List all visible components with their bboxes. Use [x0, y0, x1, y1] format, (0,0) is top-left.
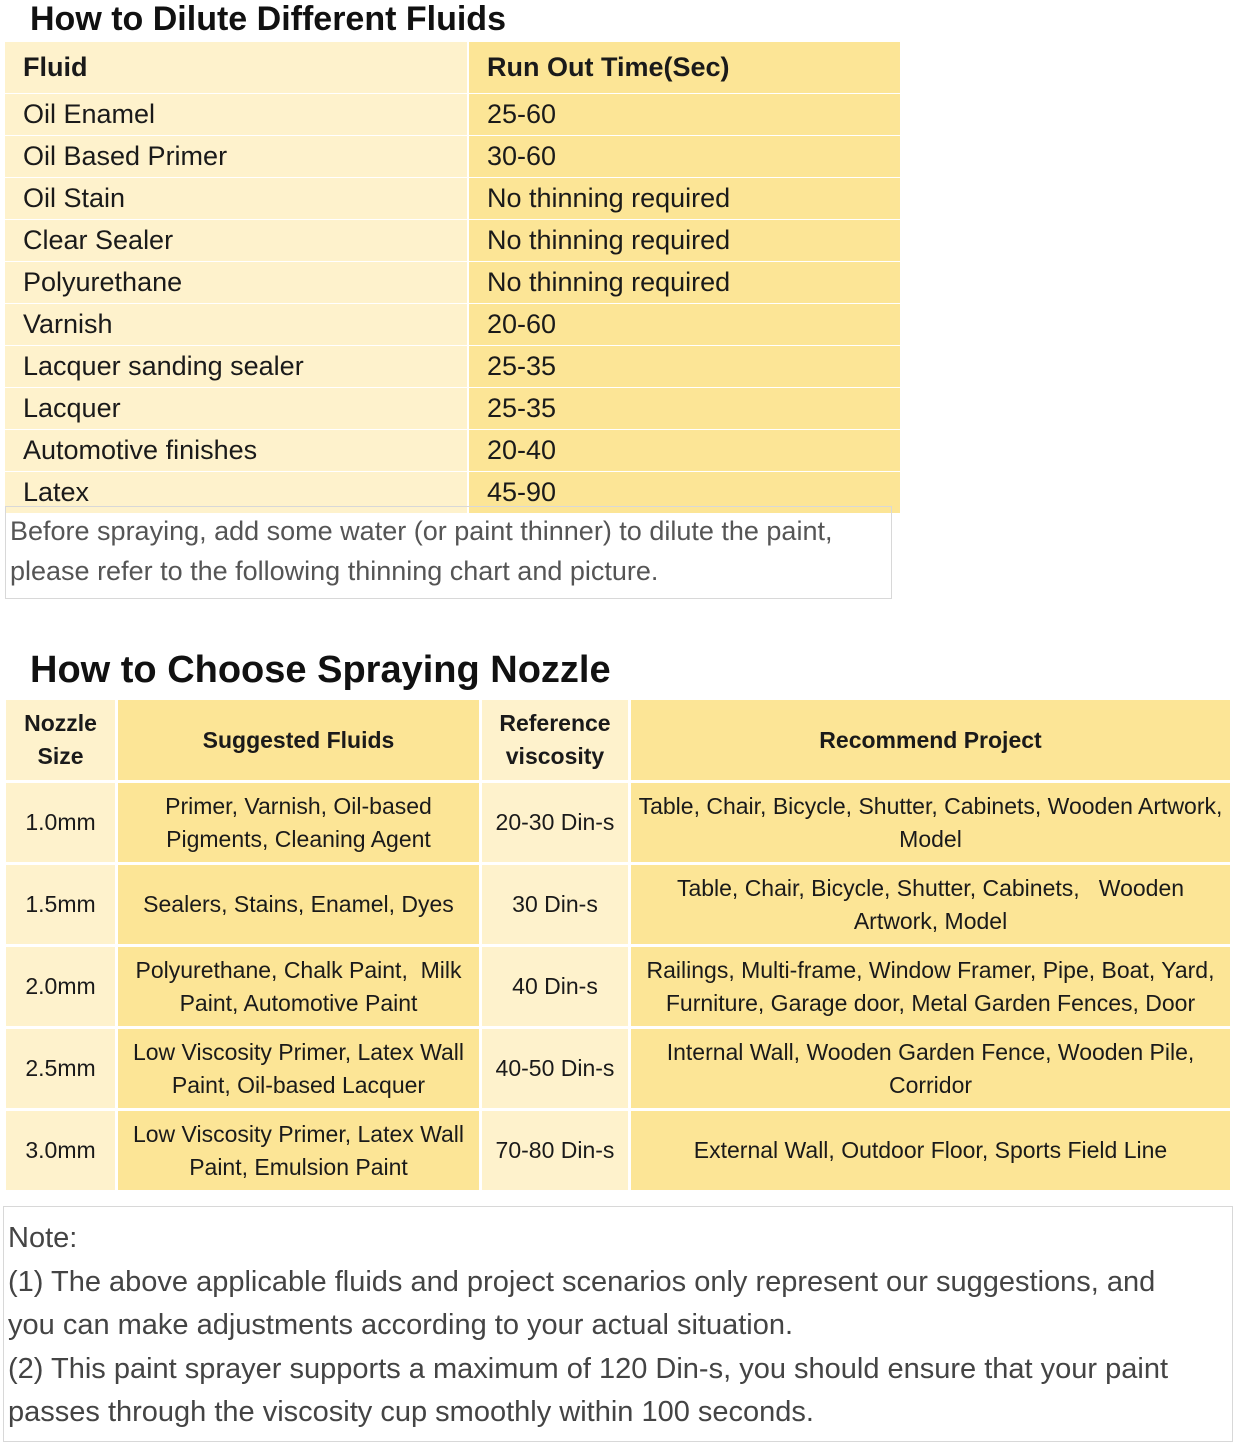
header-line: viscosity — [505, 743, 605, 769]
fluid-cell: Clear Sealer — [5, 220, 468, 262]
table-row — [5, 430, 900, 472]
run-out-time-column-header: Run Out Time(Sec) — [468, 42, 900, 94]
note-line: Before spraying, add some water (or paint thinner) to dilute the paint, — [10, 516, 833, 546]
fluid-cell: Oil Based Primer — [5, 136, 468, 178]
cell-line: Polyurethane, Chalk Paint, Milk — [135, 956, 462, 983]
nozzle-table — [3, 697, 1233, 1193]
fluid-cell: Varnish — [5, 304, 468, 346]
suggested-fluids-cell — [117, 946, 481, 1028]
nozzle-section-title: How to Choose Spraying Nozzle — [30, 649, 611, 691]
header-line: Size — [37, 743, 84, 769]
nozzle-size-cell: 2.0mm — [5, 946, 117, 1028]
table-row — [5, 388, 900, 430]
viscosity-cell: 40-50 Din-s — [481, 1028, 630, 1110]
run-out-time-cell: No thinning required — [468, 178, 900, 220]
viscosity-cell: 40 Din-s — [481, 946, 630, 1028]
cell-line: Furniture, Garage door, Metal Garden Fences, Door — [665, 989, 1196, 1016]
recommend-project-column-header: Recommend Project — [630, 699, 1232, 782]
table-row — [5, 1110, 1232, 1192]
fluid-cell: Lacquer sanding sealer — [5, 346, 468, 388]
cell-line: Artwork, Model — [853, 907, 1008, 934]
fluid-cell: Oil Enamel — [5, 94, 468, 136]
nozzle-size-cell: 1.0mm — [5, 782, 117, 864]
fluid-cell: Latex — [5, 472, 468, 514]
project-cell — [630, 864, 1232, 946]
suggested-fluids-cell — [117, 782, 481, 864]
nozzle-size-cell: 3.0mm — [5, 1110, 117, 1192]
run-out-time-cell: 20-60 — [468, 304, 900, 346]
viscosity-cell: 30 Din-s — [481, 864, 630, 946]
table-header-row — [5, 42, 900, 94]
table-row — [5, 94, 900, 136]
cell-line: Pigments, Cleaning Agent — [166, 825, 431, 852]
note-line: passes through the viscosity cup smoothly within 100 seconds. — [8, 1396, 814, 1428]
suggested-fluids-column-header: Suggested Fluids — [117, 699, 481, 782]
note-line: (1) The above applicable fluids and project scenarios only represent our suggestions, and — [8, 1265, 1156, 1298]
table-row — [5, 1028, 1232, 1110]
cell-line: Corridor — [888, 1071, 973, 1098]
note-line: Note: — [8, 1222, 78, 1254]
cell-line: External Wall, Outdoor Floor, Sports Field Line — [693, 1137, 1168, 1163]
run-out-time-cell: No thinning required — [468, 220, 900, 262]
cell-line: Railings, Multi-frame, Window Framer, Pipe, Boat, Yard, — [646, 956, 1215, 983]
dilute-note — [5, 506, 892, 599]
viscosity-cell: 20-30 Din-s — [481, 782, 630, 864]
viscosity-cell: 70-80 Din-s — [481, 1110, 630, 1192]
suggested-fluids-cell — [117, 1028, 481, 1110]
fluid-cell: Automotive finishes — [5, 430, 468, 472]
cell-line: Model — [899, 825, 962, 852]
run-out-time-cell: 25-35 — [468, 346, 900, 388]
nozzle-size-column-header — [5, 699, 117, 782]
suggested-fluids-cell — [117, 864, 481, 946]
header-line: Nozzle — [24, 710, 97, 736]
table-header-row — [5, 699, 1232, 782]
fluid-cell: Oil Stain — [5, 178, 468, 220]
fluid-cell: Polyurethane — [5, 262, 468, 304]
run-out-time-cell: 45-90 — [468, 472, 900, 514]
table-row — [5, 346, 900, 388]
run-out-time-cell: 20-40 — [468, 430, 900, 472]
nozzle-size-cell: 2.5mm — [5, 1028, 117, 1110]
table-row — [5, 136, 900, 178]
table-row — [5, 864, 1232, 946]
project-cell — [630, 946, 1232, 1028]
nozzle-size-cell: 1.5mm — [5, 864, 117, 946]
project-cell — [630, 1110, 1232, 1192]
run-out-time-cell: No thinning required — [468, 262, 900, 304]
cell-line: Low Viscosity Primer, Latex Wall — [132, 1038, 465, 1065]
cell-line: Sealers, Stains, Enamel, Dyes — [143, 891, 454, 917]
table-row — [5, 262, 900, 304]
reference-viscosity-column-header — [481, 699, 630, 782]
table-row — [5, 304, 900, 346]
nozzle-note — [3, 1206, 1233, 1442]
cell-line: Internal Wall, Wooden Garden Fence, Wooden Pile, — [666, 1038, 1195, 1065]
run-out-time-cell: 30-60 — [468, 136, 900, 178]
fluid-column-header: Fluid — [5, 42, 468, 94]
cell-line: Primer, Varnish, Oil-based — [165, 792, 432, 819]
project-cell — [630, 782, 1232, 864]
note-line: (2) This paint sprayer supports a maximum of 120 Din-s, you should ensure that your paint — [8, 1352, 1169, 1385]
header-line: Reference — [499, 710, 611, 736]
project-cell — [630, 1028, 1232, 1110]
cell-line: Paint, Oil-based Lacquer — [171, 1071, 426, 1098]
cell-line: Table, Chair, Bicycle, Shutter, Cabinets, Wooden Artwork, — [638, 792, 1223, 819]
cell-line: Paint, Emulsion Paint — [189, 1153, 408, 1180]
cell-line: Paint, Automotive Paint — [179, 989, 418, 1016]
note-line: you can make adjustments according to your actual situation. — [8, 1309, 794, 1341]
dilute-fluids-table — [5, 42, 900, 514]
suggested-fluids-cell — [117, 1110, 481, 1192]
cell-line: Low Viscosity Primer, Latex Wall — [132, 1120, 465, 1147]
table-row — [5, 178, 900, 220]
note-line: please refer to the following thinning chart and picture. — [10, 556, 659, 586]
cell-line: Table, Chair, Bicycle, Shutter, Cabinets, Wooden — [676, 874, 1185, 901]
table-row — [5, 782, 1232, 864]
table-row — [5, 220, 900, 262]
table-row — [5, 946, 1232, 1028]
run-out-time-cell: 25-35 — [468, 388, 900, 430]
run-out-time-cell: 25-60 — [468, 94, 900, 136]
fluid-cell: Lacquer — [5, 388, 468, 430]
dilute-section-title: How to Dilute Different Fluids — [30, 0, 506, 38]
